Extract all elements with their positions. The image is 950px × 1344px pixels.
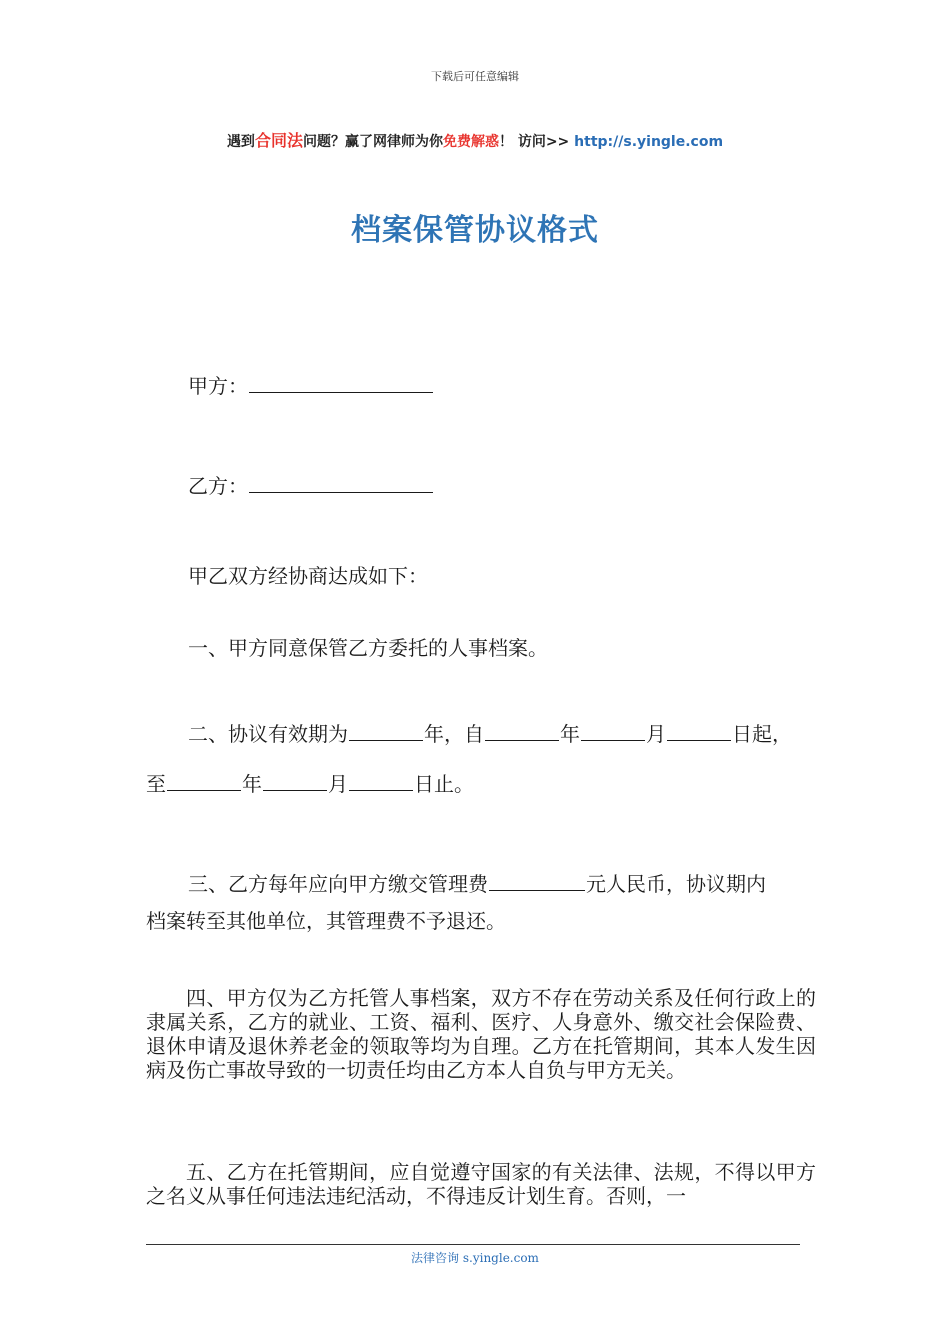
clause-2-text-4: 日起， [732,722,792,746]
clause-4: 四、甲方仅为乙方托管人事档案，双方不存在劳动关系及任何行政上的隶属关系，乙方的就业、工资、福利、医疗、人身意外、缴交社会保险费、退休申请及退休养老金的领取等均为自理。乙方在托管期间，其本人发生因病及伤亡事故导致的一切责任均由乙方本人自负与甲方无关。 [146,986,816,1082]
promo-highlight-contract-law: 合同法 [254,131,303,150]
management-fee-blank [489,872,585,891]
promo-text-1: 遇到 [226,134,255,150]
footer-divider [146,1244,800,1245]
start-year-blank [485,722,559,741]
clause-2-prefix: 二、协议有效期为 [188,722,348,746]
party-a-label: 甲方： [188,374,248,398]
clause-3-line-1 [146,872,816,896]
party-a-line [146,374,816,398]
document-title: 档案保管协议格式 [351,213,599,248]
party-b-blank [249,474,433,493]
party-a-blank [249,374,433,393]
clause-2-text-6: 月 [328,772,348,796]
clause-5: 五、乙方在托管期间，应自觉遵守国家的有关法律、法规，不得以甲方之名义从事任何违法违纪活动，不得违反计划生育。否则，一 [146,1160,816,1208]
promo-text-2: 问题？赢了网律师为你 [302,134,443,150]
validity-years-blank [349,722,423,741]
clause-2-text-1: 年，自 [424,722,484,746]
promo-link[interactable]: http://s.yingle.com [574,134,724,150]
clause-2-text-5: 年 [242,772,262,796]
clause-1 [146,636,816,660]
party-b-label: 乙方： [188,474,248,498]
start-month-blank [581,722,645,741]
clause-2-line-1 [146,722,816,746]
header-note: 下载后可任意编辑 [431,70,519,83]
footer-link[interactable]: 法律咨询 s.yingle.com [411,1251,539,1265]
end-day-blank [349,772,413,791]
clause-2-text-7: 日止。 [414,772,474,796]
clause-2-line-2 [146,772,816,796]
promo-banner [0,128,950,151]
promo-text-3: ！ 访问>> [498,134,575,150]
start-day-blank [667,722,731,741]
clause-3-prefix: 三、乙方每年应向甲方缴交管理费 [188,872,488,896]
clause-2-line2-prefix: 至 [146,772,166,796]
end-month-blank [263,772,327,791]
end-year-blank [167,772,241,791]
clause-3-line-2 [146,909,816,933]
promo-highlight-free: 免费解惑 [442,134,499,150]
party-b-line [146,474,816,498]
intro-text: 甲乙双方经协商达成如下： [188,564,428,588]
clause-3-suffix: 元人民币，协议期内 [586,872,766,896]
clause-2-text-3: 月 [646,722,666,746]
clause-1-text: 一、甲方同意保管乙方委托的人事档案。 [188,636,548,660]
clause-2-text-2: 年 [560,722,580,746]
intro-line [146,564,816,588]
clause-3-line2-text: 档案转至其他单位，其管理费不予退还。 [146,909,506,933]
